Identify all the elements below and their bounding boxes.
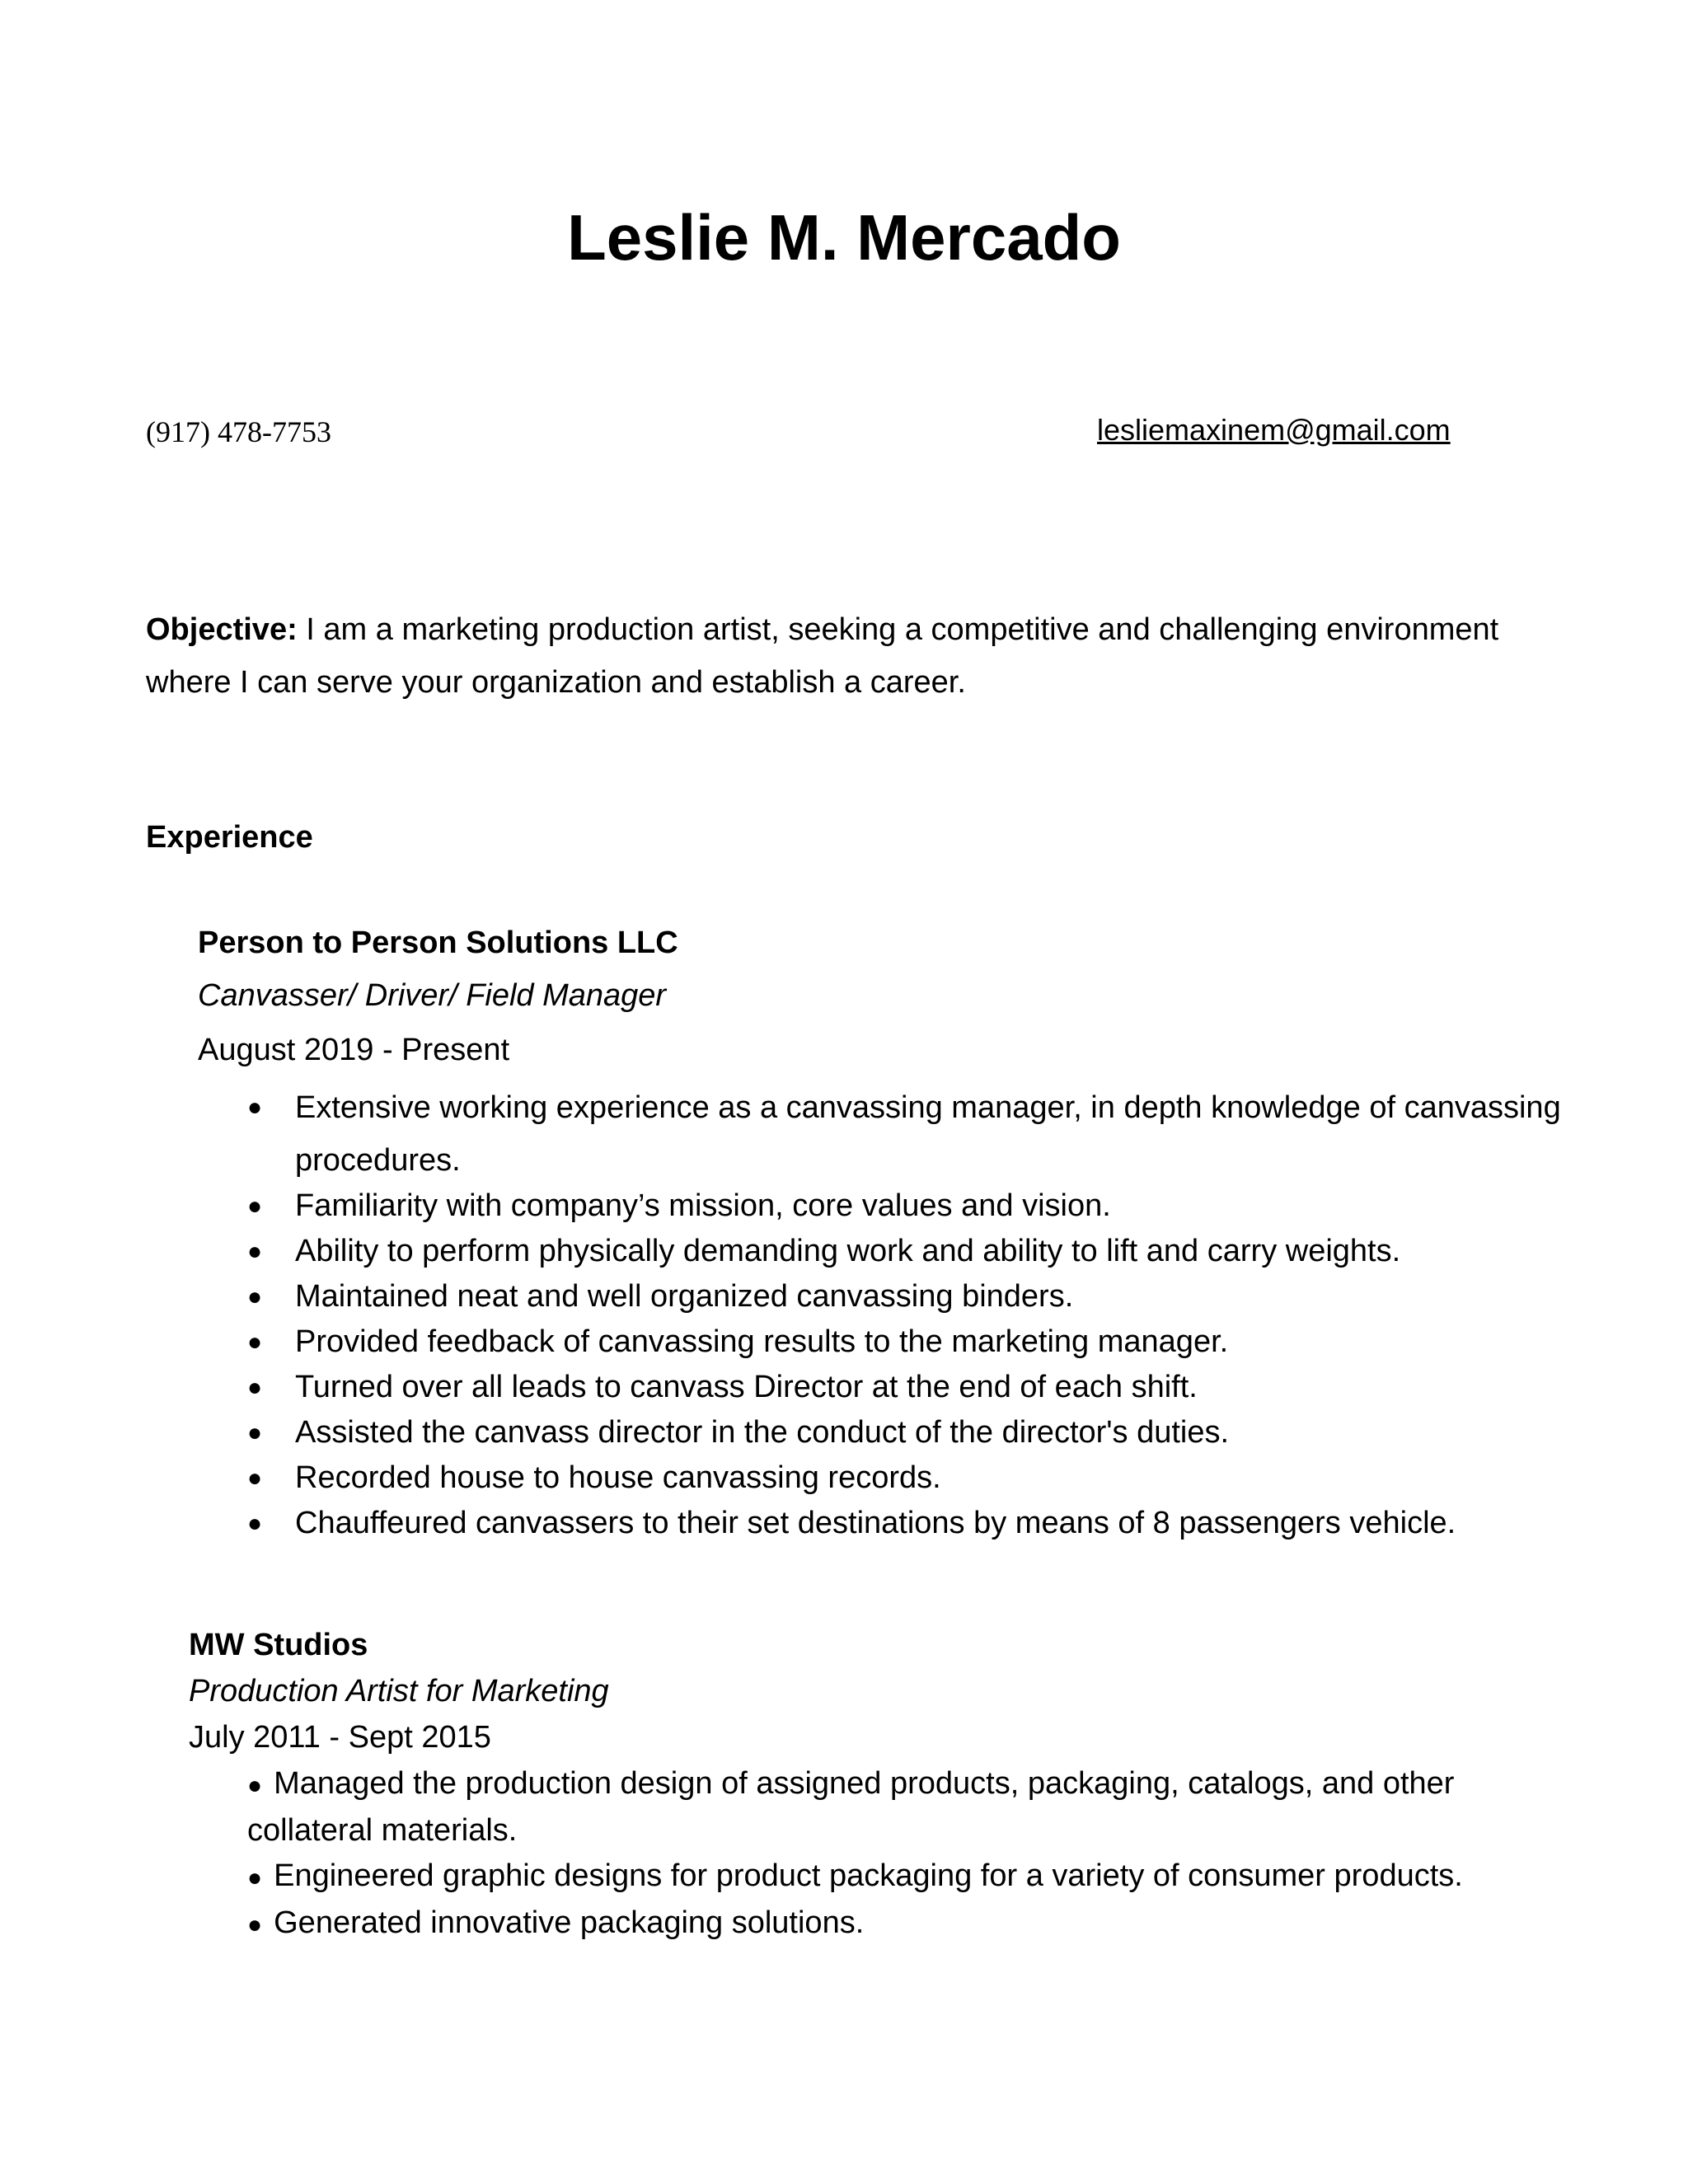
list-item-text: Maintained neat and well organized canvassing binders. [295, 1279, 1074, 1314]
bullet-icon: ● [247, 1772, 263, 1799]
job-company: Person to Person Solutions LLC [198, 926, 678, 960]
list-item [247, 1854, 1582, 1900]
bullet-icon: ● [247, 1329, 263, 1356]
list-item [247, 1761, 1582, 1854]
phone-number: (917) 478-7753 [146, 415, 331, 448]
resume-name: Leslie M. Mercado [567, 201, 1121, 274]
list-item [247, 1183, 1599, 1229]
list-item-text: Chauffeured canvassers to their set destinations by means of 8 passengers vehicle. [295, 1506, 1456, 1540]
list-item-text: Provided feedback of canvassing results to the marketing manager. [295, 1324, 1229, 1359]
job-title: Canvasser/ Driver/ Field Manager [198, 978, 667, 1013]
list-item-text: Engineered graphic designs for product packaging for a variety of consumer products. [274, 1858, 1463, 1893]
list-item [247, 1365, 1599, 1410]
bullet-icon: ● [247, 1510, 263, 1537]
list-item-text: Extensive working experience as a canvassing manager, in depth knowledge of canvassing procedures. [295, 1090, 1561, 1178]
bullet-icon: ● [247, 1374, 263, 1401]
job-dates: July 2011 - Sept 2015 [189, 1720, 491, 1755]
list-item [247, 1900, 1582, 1947]
job-bullet-list [247, 1081, 1599, 1546]
experience-heading: Experience [146, 820, 313, 855]
job-title: Production Artist for Marketing [189, 1674, 609, 1708]
objective-text: I am a marketing production artist, seeking a competitive and challenging environment where I can serve your organization and establish a career. [146, 612, 1499, 700]
list-item-text: Familiarity with company’s mission, core values and vision. [295, 1188, 1111, 1223]
list-item-text: Recorded house to house canvassing records. [295, 1460, 941, 1495]
list-item-text: Turned over all leads to canvass Director at the end of each shift. [295, 1370, 1198, 1404]
bullet-icon: ● [247, 1911, 263, 1938]
objective-paragraph [146, 603, 1580, 709]
list-item [247, 1081, 1599, 1187]
list-item [247, 1410, 1599, 1455]
job-dates: August 2019 - Present [198, 1033, 510, 1067]
bullet-icon: ● [247, 1193, 263, 1220]
bullet-icon: ● [247, 1465, 263, 1492]
list-item [247, 1501, 1599, 1546]
bullet-icon: ● [247, 1238, 263, 1265]
objective-label: Objective: [146, 612, 298, 647]
list-item-text: Managed the production design of assigned products, packaging, catalogs, and other collateral materials. [247, 1766, 1455, 1848]
list-item [247, 1319, 1599, 1365]
email-link[interactable]: lesliemaxinem@gmail.com [1097, 413, 1451, 447]
job-bullet-list [247, 1761, 1582, 1947]
list-item [247, 1274, 1599, 1319]
list-item-text: Assisted the canvass director in the conduct of the director's duties. [295, 1415, 1230, 1450]
bullet-icon: ● [247, 1864, 263, 1891]
job-company: MW Studios [189, 1628, 368, 1662]
bullet-icon: ● [247, 1283, 263, 1310]
bullet-icon: ● [247, 1094, 263, 1121]
list-item-text: Generated innovative packaging solutions. [274, 1905, 865, 1940]
list-item [247, 1455, 1599, 1501]
bullet-icon: ● [247, 1419, 263, 1446]
list-item [247, 1229, 1599, 1274]
list-item-text: Ability to perform physically demanding work and ability to lift and carry weights. [295, 1234, 1401, 1268]
